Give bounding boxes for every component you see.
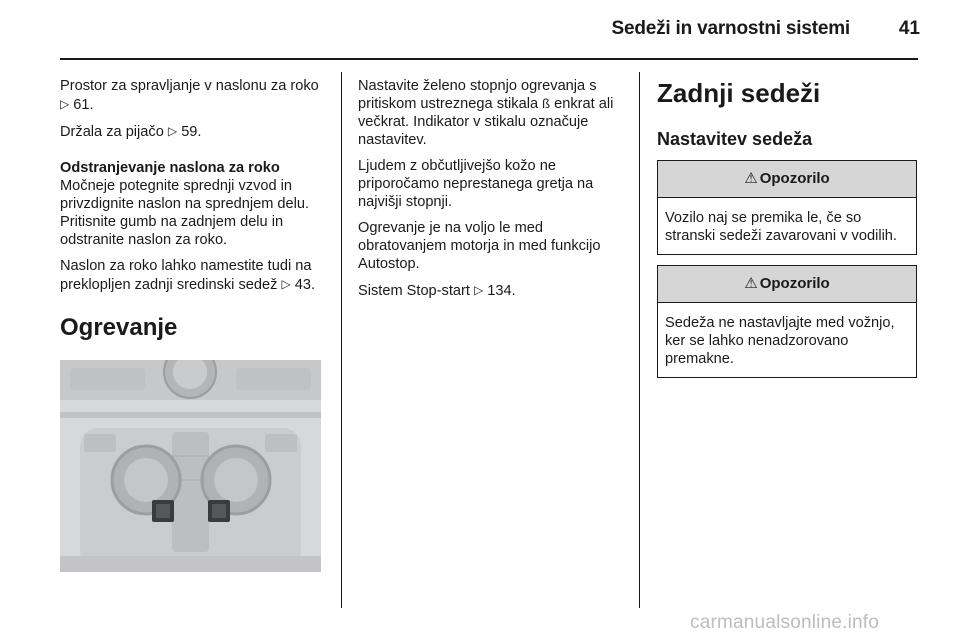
warning-box-1-header [658,161,916,198]
column-divider-2 [639,72,640,608]
paragraph-armrest-mount [60,257,330,294]
subsection-title-seat-adjustment: Nastavitev sedeža [657,129,813,149]
page-ref-59[interactable]: 59. [181,124,202,140]
watermark: carmanualsonline.info [690,612,880,633]
paragraph-storage [60,77,330,114]
paragraph-engine-running: Ogrevanje je na voljo le med obratovanjem motorja in med funkcijo Autostop. [358,220,601,272]
heated-seat-controls-photo [60,360,321,572]
page-ref-arrow-icon: ▷ [473,283,484,297]
paragraph-heating-level-text-b: enkrat ali večkrat. Indikator v stikalu označuje nastavitev. [358,96,614,148]
heated-seat-switch-icon: ß [542,96,551,111]
section-title-heating: Ogrevanje [60,314,178,341]
warning-triangle-icon: ⚠ [744,170,758,187]
header-rule [60,58,918,60]
paragraph-stop-start [358,281,630,300]
column-divider-1 [341,72,342,608]
paragraph-armrest-mount-text: Naslon za roko lahko namestite tudi na preklopljen zadnji sredinski sedež [60,258,312,293]
heated-seat-controls-illustration [60,360,321,572]
page-ref-43[interactable]: 43. [294,277,316,293]
warning-triangle-icon: ⚠ [744,275,758,292]
page-ref-arrow-icon: ▷ [167,124,178,138]
paragraph-heating-level [358,77,630,149]
paragraph-storage-text: Prostor za spravljanje v naslonu za roko [60,78,319,94]
page-ref-arrow-icon: ▷ [281,277,291,291]
warning-box-2-label: Opozorilo [759,275,830,292]
page-number: 41 [898,18,920,39]
page-header-title: Sedeži in varnostni sistemi [611,18,850,39]
paragraph-sensitive-skin: Ljudem z občutljivejšo kožo ne priporočamo neprestanega gretja na najvišji stopnji. [358,158,594,210]
warning-box-1 [657,160,917,255]
middle-column [358,77,630,308]
paragraph-cupholders-text: Držala za pijačo [60,124,164,140]
paragraph-cupholders [60,122,330,141]
paragraph-armrest-removal: Močneje potegnite sprednji vzvod in privzdignite naslon na sprednjem delu. Pritisnite gumb na zadnjem delu in odstranite naslon za roko. [60,178,310,248]
warning-box-2 [657,265,917,378]
page-ref-61[interactable]: 61. [73,97,94,113]
warning-box-2-header [658,266,916,303]
warning-box-1-label: Opozorilo [759,170,830,187]
paragraph-heating-level-text-a: Nastavite želeno stopnjo ogrevanja s pritiskom ustreznega stikala [358,78,597,112]
page-ref-134[interactable]: 134. [487,283,516,299]
page-ref-arrow-icon: ▷ [60,97,70,111]
warning-box-1-text: Vozilo naj se premika le, če so stranski sedeži zavarovani v vodilih. [665,210,897,244]
subheading-armrest-removal: Odstranjevanje naslona za roko [60,160,280,176]
left-column [60,77,330,572]
section-title-rear-seats: Zadnji sedeži [657,78,821,108]
warning-box-2-text: Sedeža ne nastavljajte med vožnjo, ker se lahko nenadzorovano premakne. [665,315,895,367]
paragraph-stop-start-text: Sistem Stop-start [358,283,470,299]
right-column [657,74,919,388]
